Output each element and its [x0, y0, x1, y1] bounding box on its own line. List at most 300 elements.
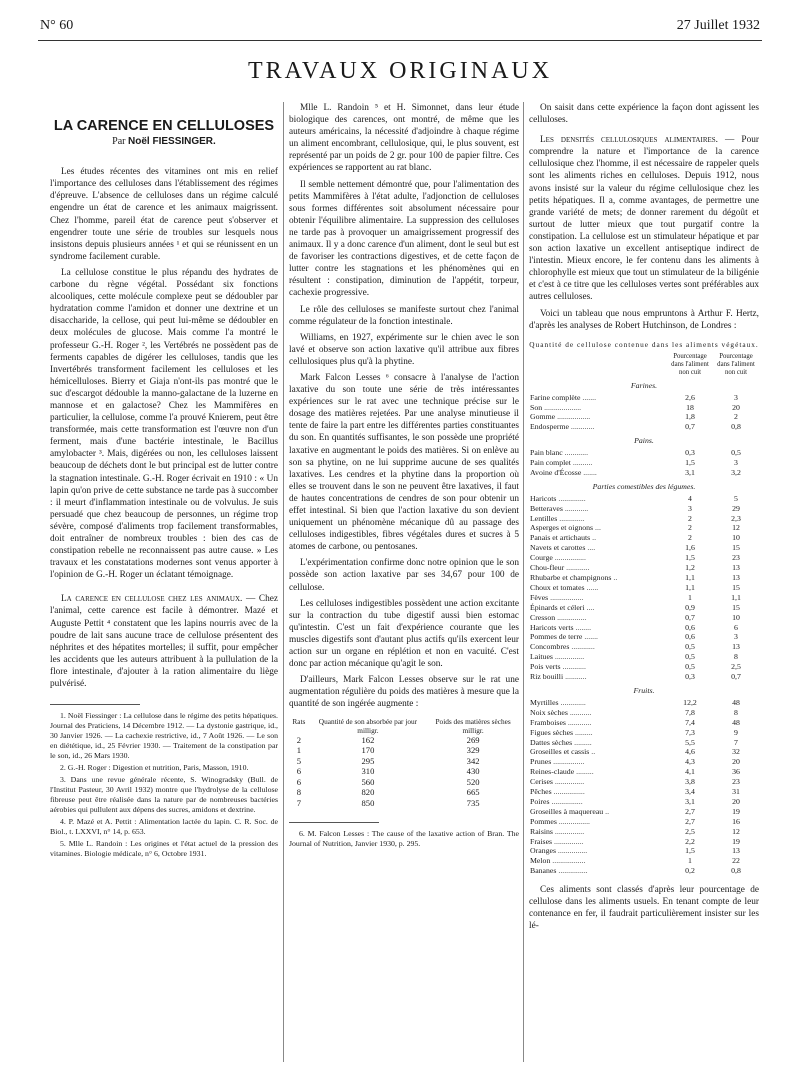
percent-cooked: 1,5 — [685, 458, 695, 468]
percent-raw: 13 — [732, 846, 740, 856]
food-name — [529, 632, 667, 642]
food-name — [529, 652, 667, 662]
article-author — [50, 136, 278, 148]
food-name-text: Gomme — [530, 412, 556, 422]
food-name-text: Betteraves — [530, 503, 563, 513]
leader-dots: ....... — [581, 467, 597, 477]
leader-dots: ................ — [551, 757, 585, 767]
table-row — [529, 533, 759, 543]
poids-value: 520 — [466, 776, 480, 787]
table-row — [529, 708, 759, 718]
percent-cooked: 2,7 — [685, 806, 695, 816]
paragraph: Mlle L. Randoin ⁵ et H. Simonnet, dans leur étude biologique des carences, ont montré, de même que les auteurs américains, la nécessité d'adjoindre à chaque régime un aliment encombrant, cellulosique, qui, le plus souvent, est représenté par un poids de 2 gr. pour 100 de papier filtre. Ces expériences se rapportent au rat blanc. — [289, 103, 519, 174]
percent-raw: 48 — [732, 697, 740, 707]
food-name — [529, 807, 667, 817]
food-name-text: Asperges et oignons — [530, 523, 594, 533]
column-1 — [50, 102, 278, 861]
percent-raw: 10 — [732, 533, 740, 543]
table-row — [529, 728, 759, 738]
leader-dots: ............ — [568, 422, 595, 432]
percent-cooked: 3,8 — [685, 777, 695, 787]
food-name-text: Haricots verts — [530, 622, 574, 632]
percent-raw: 19 — [732, 806, 740, 816]
food-name — [529, 494, 667, 504]
leader-dots: ...... — [584, 582, 599, 592]
leader-dots: ............. — [557, 513, 585, 523]
poids-value: 269 — [466, 734, 480, 745]
food-name — [529, 817, 667, 827]
percent-raw: 16 — [732, 816, 740, 826]
table-row — [289, 798, 519, 809]
leader-dots: .... — [585, 543, 596, 553]
food-name — [529, 533, 667, 543]
leader-dots: ............... — [552, 652, 585, 662]
table-row — [529, 797, 759, 807]
table-row — [529, 563, 759, 573]
table-row — [289, 745, 519, 756]
paragraph-text: — Chez l'animal, cette carence est facile à démontrer. Mazé et Auguste Pettit ⁴ constatent que les lapins nourris avec de la poudre de lait sans aucune trace de cellulose présentent des néphrites et des hépatites mortelles; il suffit, pour empêcher les accidents que les auteurs attribuent à la pullulation de la flore intestinale, d'ajouter à la ration alimentaire du liège pulvérisé. — [50, 594, 278, 690]
percent-cooked: 2 — [688, 523, 692, 533]
table-row — [529, 494, 759, 504]
table-row — [289, 735, 519, 746]
footnotes — [289, 829, 519, 849]
percent-cooked: 0,5 — [685, 662, 695, 672]
food-name-text: Reines-claude — [530, 767, 575, 777]
group-label: Farines. — [630, 380, 658, 390]
group-label: Parties comestibles des légumes. — [592, 481, 696, 491]
column-header: Pourcentage dans l'aliment non cuit — [717, 352, 755, 376]
percent-raw: 8 — [734, 652, 738, 662]
table-row — [529, 738, 759, 748]
table-row — [529, 583, 759, 593]
food-name — [529, 543, 667, 553]
food-name — [529, 403, 667, 413]
percent-raw: 23 — [732, 777, 740, 787]
food-name-text: Laitues — [530, 652, 553, 662]
table-row — [529, 613, 759, 623]
leader-dots: ............ — [562, 448, 589, 458]
issue-number: N° 60 — [40, 18, 74, 33]
rat-count: 6 — [296, 766, 301, 776]
footnote: 6. M. Falcon Lesses : The cause of the laxative action of Bran. The Journal of Nutrition, Janvier 1930, p. 295. — [289, 829, 519, 848]
percent-raw: 10 — [732, 612, 740, 622]
leader-dots: ............ — [564, 563, 590, 573]
section-title: TRAVAUX ORIGINAUX — [247, 58, 553, 84]
percent-cooked: 0,7 — [685, 612, 695, 622]
percent-raw: 13 — [732, 573, 740, 582]
food-name — [529, 846, 667, 856]
food-name — [529, 514, 667, 524]
rat-count: 8 — [296, 787, 301, 797]
food-name — [529, 777, 667, 787]
table-row — [529, 747, 759, 757]
footnote: 2. G.-H. Roger : Digestion et nutrition, Paris, Masson, 1910. — [60, 763, 249, 773]
percent-raw: 31 — [732, 787, 740, 797]
percent-cooked: 1,1 — [685, 582, 695, 592]
leader-dots: ................. — [550, 856, 586, 866]
percent-raw: 3 — [734, 458, 738, 468]
food-name-text: Framboises — [530, 717, 566, 727]
author-name: Noël FIESSINGER. — [128, 136, 216, 148]
leader-dots: ............. — [558, 697, 586, 707]
percent-cooked: 3,1 — [685, 467, 695, 477]
food-name — [529, 593, 667, 603]
table-row — [529, 856, 759, 866]
son-value: 820 — [361, 787, 375, 797]
son-value: 310 — [361, 766, 375, 776]
food-name-text: Cresson — [530, 612, 556, 622]
column-2 — [289, 102, 519, 851]
paragraph: Il semble nettement démontré que, pour l'alimentation des petits Mammifères à l'état adulte, l'adjonction de celluloses sous formes différentes soit absolument nécessaire pour obtenir l'équilibre alimentaire. La suppression des celluloses ne tarde pas à provoquer un amaigrissement progressif des animaux. Il y a donc carence d'un aliment, dont le seul but est de favoriser les contractions digestives, et de cette façon de lutter contre les stagnations et les phénomènes qui en résultent : constipation, diminution de l'appétit, torpeur, cachexie progressive. — [289, 179, 519, 299]
food-name-text: Fèves — [530, 592, 549, 602]
food-name-text: Navets et carottes — [530, 543, 586, 553]
food-name — [529, 837, 667, 847]
food-name — [529, 393, 667, 403]
leader-dots: ........... — [563, 672, 587, 682]
table-row — [529, 698, 759, 708]
table-row — [529, 787, 759, 797]
percent-raw: 48 — [732, 717, 740, 727]
leader-dots: ................ — [556, 816, 590, 826]
table-row — [529, 642, 759, 652]
percent-cooked: 2,2 — [685, 836, 695, 846]
leader-dots: .. — [590, 533, 597, 543]
food-name-text: Oranges — [530, 846, 556, 856]
paragraph: Voici un tableau que nous empruntons à Arthur F. Hertz, d'après les analyses de Robert Hutchinson, de Londres : — [529, 308, 759, 331]
table-row — [529, 623, 759, 633]
article-title: LA CARENCE EN CELLULOSES — [53, 118, 275, 134]
cellulose-table-body — [529, 377, 759, 877]
poids-value: 735 — [466, 797, 480, 808]
percent-cooked: 4,3 — [685, 757, 695, 767]
food-name — [529, 603, 667, 613]
food-name — [529, 412, 667, 422]
percent-cooked: 1,1 — [685, 573, 695, 582]
food-name-text: Riz bouilli — [530, 672, 564, 682]
poids-value: 665 — [466, 787, 480, 797]
food-name — [529, 787, 667, 797]
leader-dots: .......... — [570, 458, 593, 468]
footnote: 5. Mlle L. Randoin : Les origines et l'état actuel de la pression des vitamines. Biologie médicale, n° 6, Octobre 1931. — [50, 839, 278, 859]
food-name — [529, 613, 667, 623]
table-row — [529, 412, 759, 422]
percent-cooked: 12,2 — [683, 697, 697, 707]
son-value: 295 — [361, 755, 375, 766]
son-value: 162 — [361, 734, 375, 745]
food-name-text: Melon — [530, 856, 551, 866]
footnote: 4. P. Mazé et A. Pettit : Alimentation lactée du lapin. C. R. Soc. de Biol., t. LXXVI, n° 14, p. 653. — [50, 817, 278, 837]
food-name-text: Épinards et céleri — [530, 602, 585, 612]
food-name — [529, 738, 667, 748]
percent-raw: 29 — [732, 503, 740, 513]
table-row — [529, 593, 759, 603]
percent-raw: 20 — [732, 796, 740, 806]
son-value: 560 — [361, 776, 375, 787]
rats-table-body — [289, 735, 519, 809]
food-name-text: Figues sèches — [530, 727, 574, 737]
percent-cooked: 0,3 — [685, 672, 695, 682]
column-header: Pourcentage dans l'aliment non cuit — [671, 352, 709, 376]
paragraph: Les celluloses indigestibles possèdent une action excitante sur la contraction du tube digestif aussi bien estomac qu'intestin. C'est un fait d'expérience courante que les muscles digestifs sont d'autant plus actifs qu'ils exercent leur action sur un organe en réplétion et non en vacuité. C'est donc par action mécanique qu'agit le son. — [289, 598, 519, 670]
percent-raw: 0,8 — [731, 866, 741, 876]
percent-raw: 12 — [732, 826, 740, 836]
percent-raw: 9 — [734, 727, 738, 737]
food-name-text: Panais et artichauts — [530, 533, 591, 543]
son-value: 170 — [361, 745, 375, 755]
rat-count: 1 — [296, 745, 301, 755]
percent-raw: 20 — [732, 402, 740, 412]
food-name — [529, 563, 667, 573]
percent-cooked: 1,5 — [685, 846, 695, 856]
food-name — [529, 468, 667, 478]
leader-dots: ............ — [565, 717, 592, 727]
table-row — [529, 468, 759, 478]
percent-raw: 3,2 — [731, 467, 741, 477]
table-row — [529, 504, 759, 514]
food-name — [529, 458, 667, 468]
column-divider — [523, 102, 524, 1062]
food-name-text: Myrtilles — [530, 697, 559, 707]
food-name-text: Raisins — [530, 826, 553, 836]
percent-cooked: 0,6 — [685, 632, 695, 642]
food-name-text: Haricots — [530, 493, 557, 503]
food-name — [529, 672, 667, 682]
column-3 — [529, 102, 759, 937]
food-name — [529, 797, 667, 807]
percent-raw: 32 — [732, 747, 740, 757]
percent-raw: 15 — [732, 543, 740, 553]
leader-dots: .. — [589, 747, 596, 757]
rats-header: Rats — [292, 716, 306, 726]
table-row — [529, 422, 759, 432]
rats-table — [289, 717, 519, 809]
table-row — [529, 543, 759, 553]
percent-raw: 19 — [732, 836, 740, 846]
column-divider — [283, 102, 284, 1062]
food-name — [529, 757, 667, 767]
percent-cooked: 2 — [688, 513, 692, 523]
paragraph: On saisit dans cette expérience la façon dont agissent les celluloses. — [529, 103, 759, 126]
leader-dots: ... — [593, 523, 601, 533]
food-name-text: Pommes — [530, 816, 557, 826]
percent-cooked: 4,1 — [685, 767, 695, 777]
table-group-row — [529, 377, 759, 393]
leader-dots: ........ — [573, 622, 592, 632]
table-group-row — [529, 478, 759, 494]
table-group-row — [529, 682, 759, 698]
table-row — [529, 767, 759, 777]
leader-dots: .. — [603, 806, 610, 816]
food-name — [529, 747, 667, 757]
percent-raw: 5 — [734, 493, 738, 503]
percent-cooked: 7,3 — [685, 727, 695, 737]
table-title: Quantité de cellulose contenue dans les aliments végétaux. — [529, 339, 759, 349]
table-row — [529, 837, 759, 847]
paragraph-text: — Pour comprendre la nature et l'importance de la carence cellulosique chez l'homme, il est nécessaire de rappeler quels sont les aliments riches en celluloses. Depuis 1912, nous avons insisté sur la valeur du régime cellulosique chez les petits hépatiques. Il a, comme avantages, de permettre une grande variété de mets; de donner rarement du dégoût et surtout de lutter mieux que tout purgatif contre la constipation. La cellulose est un stimulateur hépatique et par son action laxative un excellent antiseptique indirect de l'intestin. Mieux encore, le fer contenu dans les aliments à chlorophylle est mieux que tout un stimulateur de la biligénie et c'est à ce titre que les celluloses vertes sont préférables aux autres celluloses. — [529, 135, 759, 303]
son-value: 850 — [361, 797, 375, 808]
food-name-text: Pain blanc — [530, 448, 563, 458]
percent-raw: 13 — [732, 642, 740, 652]
percent-cooked: 0,3 — [685, 448, 695, 458]
percent-raw: 8 — [734, 707, 738, 717]
table-row — [289, 756, 519, 767]
percent-raw: 3 — [734, 632, 738, 642]
footnote: 3. Dans une revue générale récente, S. Winogradsky (Bull. de l'Institut Pasteur, 30 Avril 1932) montre que l'hydrolyse de la cellulose fibreuse peut être réalisée dans la nature par de nombreuses bactéries aérobies qui pullulent aux dépens des sucres, amidons et dextrine. — [50, 775, 278, 815]
table-row — [529, 718, 759, 728]
food-name-text: Lentilles — [530, 513, 558, 523]
unit-label: milligr. — [462, 725, 484, 735]
leader-dots: .............. — [556, 493, 586, 503]
percent-cooked: 4 — [688, 493, 692, 503]
percent-raw: 0,7 — [731, 672, 741, 682]
rat-count: 2 — [296, 734, 301, 745]
food-name-text: Bananes — [530, 866, 557, 876]
percent-cooked: 1,6 — [685, 543, 695, 553]
percent-cooked: 7,8 — [685, 707, 695, 717]
percent-raw: 23 — [732, 553, 740, 563]
food-name-text: Endosperme — [530, 422, 569, 432]
table-row — [529, 672, 759, 682]
poids-value: 329 — [466, 745, 480, 755]
subheading: Les densités cellulosiques alimentaires. — [540, 135, 718, 146]
table-row — [529, 448, 759, 458]
paragraph: La cellulose constitue le plus répandu des hydrates de carbone du règne végétal. Possédant six fonctions alcooliques, cette molécule complexe peut se dédoubler par hydratation comme l'amidon et donner une dextrine et un disaccharide, la cellose, qui peut lui-même se dédoubler en deux molécules de glucose. Mais comme l'a montré le professeur G.-H. Roger ², les Vertébrés ne possèdent pas de ferments capables de digérer les celluloses, tandis que les Invertébrés transforment facilement les celluloses et les hémicelluloses. Bierry et Giaja n'ont-ils pas montré que le suc d'escargot dédouble la manno-galactane de la luzerne en mannose et en galactose? Chez les Mammifères en particulier, la cellulose, comme l'a prouvé Knierem, peut être transformée, mais cette transformation est l'œuvre non d'un ferment, mais d'une bactérie intestinale, le Bacillus amylobacter ³. Mais, digérées ou non, les celluloses laissent beaucoup de déchets dont le but principal est de lutter contre la stagnation intestinale. G.-H. Roger écrivait en 1910 : « Un lapin qu'on prive de cette substance ne tarde pas à succomber : il meurt d'inflammation intestinale ou de volvulus. Je suis persuadé que chez beaucoup de personnes, un régime trop sévère, composé d'aliments trop facilement transformables, doit entraîner de nombreux troubles : bien des cas de constipation rebelle ne reconnaissent pas autre cause. » Les travaux et les constatations modernes sont venus apporter à l'opinion de G.-H. Roger un éclatant témoignage. — [50, 267, 278, 581]
table-row — [529, 757, 759, 767]
percent-cooked: 3,4 — [685, 787, 695, 797]
leader-dots: ................ — [551, 787, 585, 797]
table-row — [529, 632, 759, 642]
table-row — [529, 846, 759, 856]
percent-raw: 13 — [732, 563, 740, 573]
leader-dots: ............... — [552, 836, 584, 846]
leader-dots: ............... — [552, 826, 585, 836]
percent-cooked: 1,8 — [685, 412, 695, 422]
percent-cooked: 2,5 — [685, 826, 695, 836]
leader-dots: ............ — [560, 662, 586, 672]
percent-raw: 6 — [734, 622, 738, 632]
percent-cooked: 1 — [688, 592, 692, 602]
son-header: Quantité de son absorbée par jour — [318, 716, 418, 726]
food-name — [529, 422, 667, 432]
percent-raw: 1,1 — [731, 592, 741, 602]
food-name — [529, 708, 667, 718]
leader-dots: ......... — [572, 737, 592, 747]
food-name-text: Avoine d'Écosse — [530, 467, 582, 477]
leader-dots: ............... — [555, 612, 587, 622]
percent-cooked: 1 — [688, 856, 692, 866]
table-row — [529, 573, 759, 583]
table-row — [289, 777, 519, 788]
food-name — [529, 523, 667, 533]
percent-raw: 2 — [734, 412, 738, 422]
food-name-text: Son — [530, 402, 543, 412]
rat-count: 7 — [296, 797, 301, 808]
leader-dots: .. — [611, 573, 618, 582]
percent-cooked: 0,6 — [685, 622, 695, 632]
percent-raw: 0,5 — [731, 448, 741, 458]
rat-count: 5 — [296, 755, 301, 766]
paragraph — [50, 593, 278, 690]
percent-raw: 2,5 — [731, 662, 741, 672]
food-name-text: Prunes — [530, 757, 552, 767]
percent-cooked: 7,4 — [685, 717, 695, 727]
percent-raw: 0,8 — [731, 422, 741, 432]
paragraph: L'expérimentation confirme donc notre opinion que le son possède son action laxative par ses 34,67 pour 100 de cellulose. — [289, 558, 519, 593]
food-name-text: Farine complète — [530, 392, 581, 402]
paragraph: Les études récentes des vitamines ont mis en relief l'importance des celluloses dans l'établissement des régimes d'épreuve. L'absence de celluloses dans un régime calculé engendre un état de carence et les animaux maigrissent. Chez l'homme, pareil état de carence peut s'observer et engendrer toute une série de troubles sur lesquels nous insistons depuis plusieurs années ¹ et qui se réunissent en un syndrome facilement curable. — [50, 167, 278, 262]
leader-dots: ......... — [574, 767, 594, 777]
percent-cooked: 1,5 — [685, 553, 695, 563]
leader-dots: ............ — [569, 642, 595, 652]
food-name-text: Pain complet — [530, 458, 571, 468]
food-name — [529, 504, 667, 514]
table-row — [529, 866, 759, 876]
unit-label: milligr. — [357, 725, 379, 735]
food-name — [529, 553, 667, 563]
food-name-text: Noix sèches — [530, 707, 568, 717]
percent-cooked: 0,9 — [685, 602, 695, 612]
food-name-text: Concombres — [530, 642, 570, 652]
leader-dots: ....... — [580, 392, 597, 402]
cellulose-table — [529, 353, 759, 877]
food-name-text: Rhubarbe et champignons — [530, 573, 612, 582]
table-row — [529, 817, 759, 827]
percent-cooked: 2,7 — [685, 816, 695, 826]
food-name-text: Courge — [530, 553, 553, 563]
food-name — [529, 583, 667, 593]
leader-dots: ................. — [548, 592, 584, 602]
food-name-text: Dattes sèches — [530, 737, 573, 747]
food-name — [529, 573, 667, 583]
percent-raw: 7 — [734, 737, 738, 747]
food-name-text: Chou-fleur — [530, 563, 565, 573]
food-name-text: Pois verts — [530, 662, 561, 672]
table-row — [529, 553, 759, 563]
paragraph — [529, 134, 759, 303]
leader-dots: ............... — [556, 866, 588, 876]
issue-date: 27 Juillet 1932 — [676, 18, 760, 33]
percent-cooked: 3,1 — [685, 796, 695, 806]
table-row — [529, 603, 759, 613]
percent-cooked: 2 — [688, 533, 692, 543]
percent-raw: 3 — [734, 392, 738, 402]
percent-cooked: 5,5 — [685, 737, 695, 747]
rat-count: 6 — [296, 776, 301, 787]
leader-dots: ................... — [542, 402, 582, 412]
food-name — [529, 866, 667, 876]
food-name — [529, 767, 667, 777]
footnote-rule — [50, 704, 140, 705]
food-name-text: Pêches — [530, 787, 552, 797]
food-name — [529, 448, 667, 458]
table-row — [529, 514, 759, 524]
table-row — [529, 458, 759, 468]
percent-raw: 36 — [732, 767, 740, 777]
percent-cooked: 0,7 — [685, 422, 695, 432]
food-name — [529, 728, 667, 738]
table-row — [289, 787, 519, 798]
leader-dots: .... — [584, 602, 595, 612]
food-name — [529, 662, 667, 672]
group-label: Fruits. — [633, 685, 655, 695]
food-name — [529, 856, 667, 866]
paragraph: D'ailleurs, Mark Falcon Lesses observe sur le rat une augmentation régulière du poids des matières à mesure que la quantité de son ingérée augmente : — [289, 675, 519, 710]
paragraph: Mark Falcon Lesses ⁶ consacre à l'analyse de l'action laxative du son toute une série de très intéressantes expériences sur le rat avec une technique précise sur le dosage des matières rejetées. Par une analyse minutieuse il tente de faire la part entre les différentes parties constituantes du son. En quantités suffisantes, le son possède une propriété laxative en augmentant le poids des matières. Si on enlève au son sa phytine, on ne lui supprime aucune de ses qualités laxatives. Les cendres et la phytine dans la proportion où elles se trouvent dans le son ne peuvent être laxatives, il faut de hautes concentrations de cendres de son pour obtenir un effet intestinal. Si bien que l'action laxative du son devient uniquement un phénomène mécanique dû au passage des celluloses indigestibles, fibres végétales dures et sucres à 5 atomes de carbone, ou pentosanes. — [289, 372, 519, 553]
footnote: 1. Noël Fiessinger : La cellulose dans le régime des petits hépatiques. Journal des Praticiens, 14 Décembre 1912. — La dystonie gastrique, id., 30 Janvier 1926. — La cachexie restrictive, id., 7 Août 1926. — Le son en diététique, id., 25 Février 1930. — Traitement de la constipation par le son, id., 26 Mars 1930. — [50, 711, 278, 761]
food-name — [529, 642, 667, 652]
leader-dots: ....... — [582, 632, 598, 642]
leader-dots: ............... — [552, 777, 585, 787]
